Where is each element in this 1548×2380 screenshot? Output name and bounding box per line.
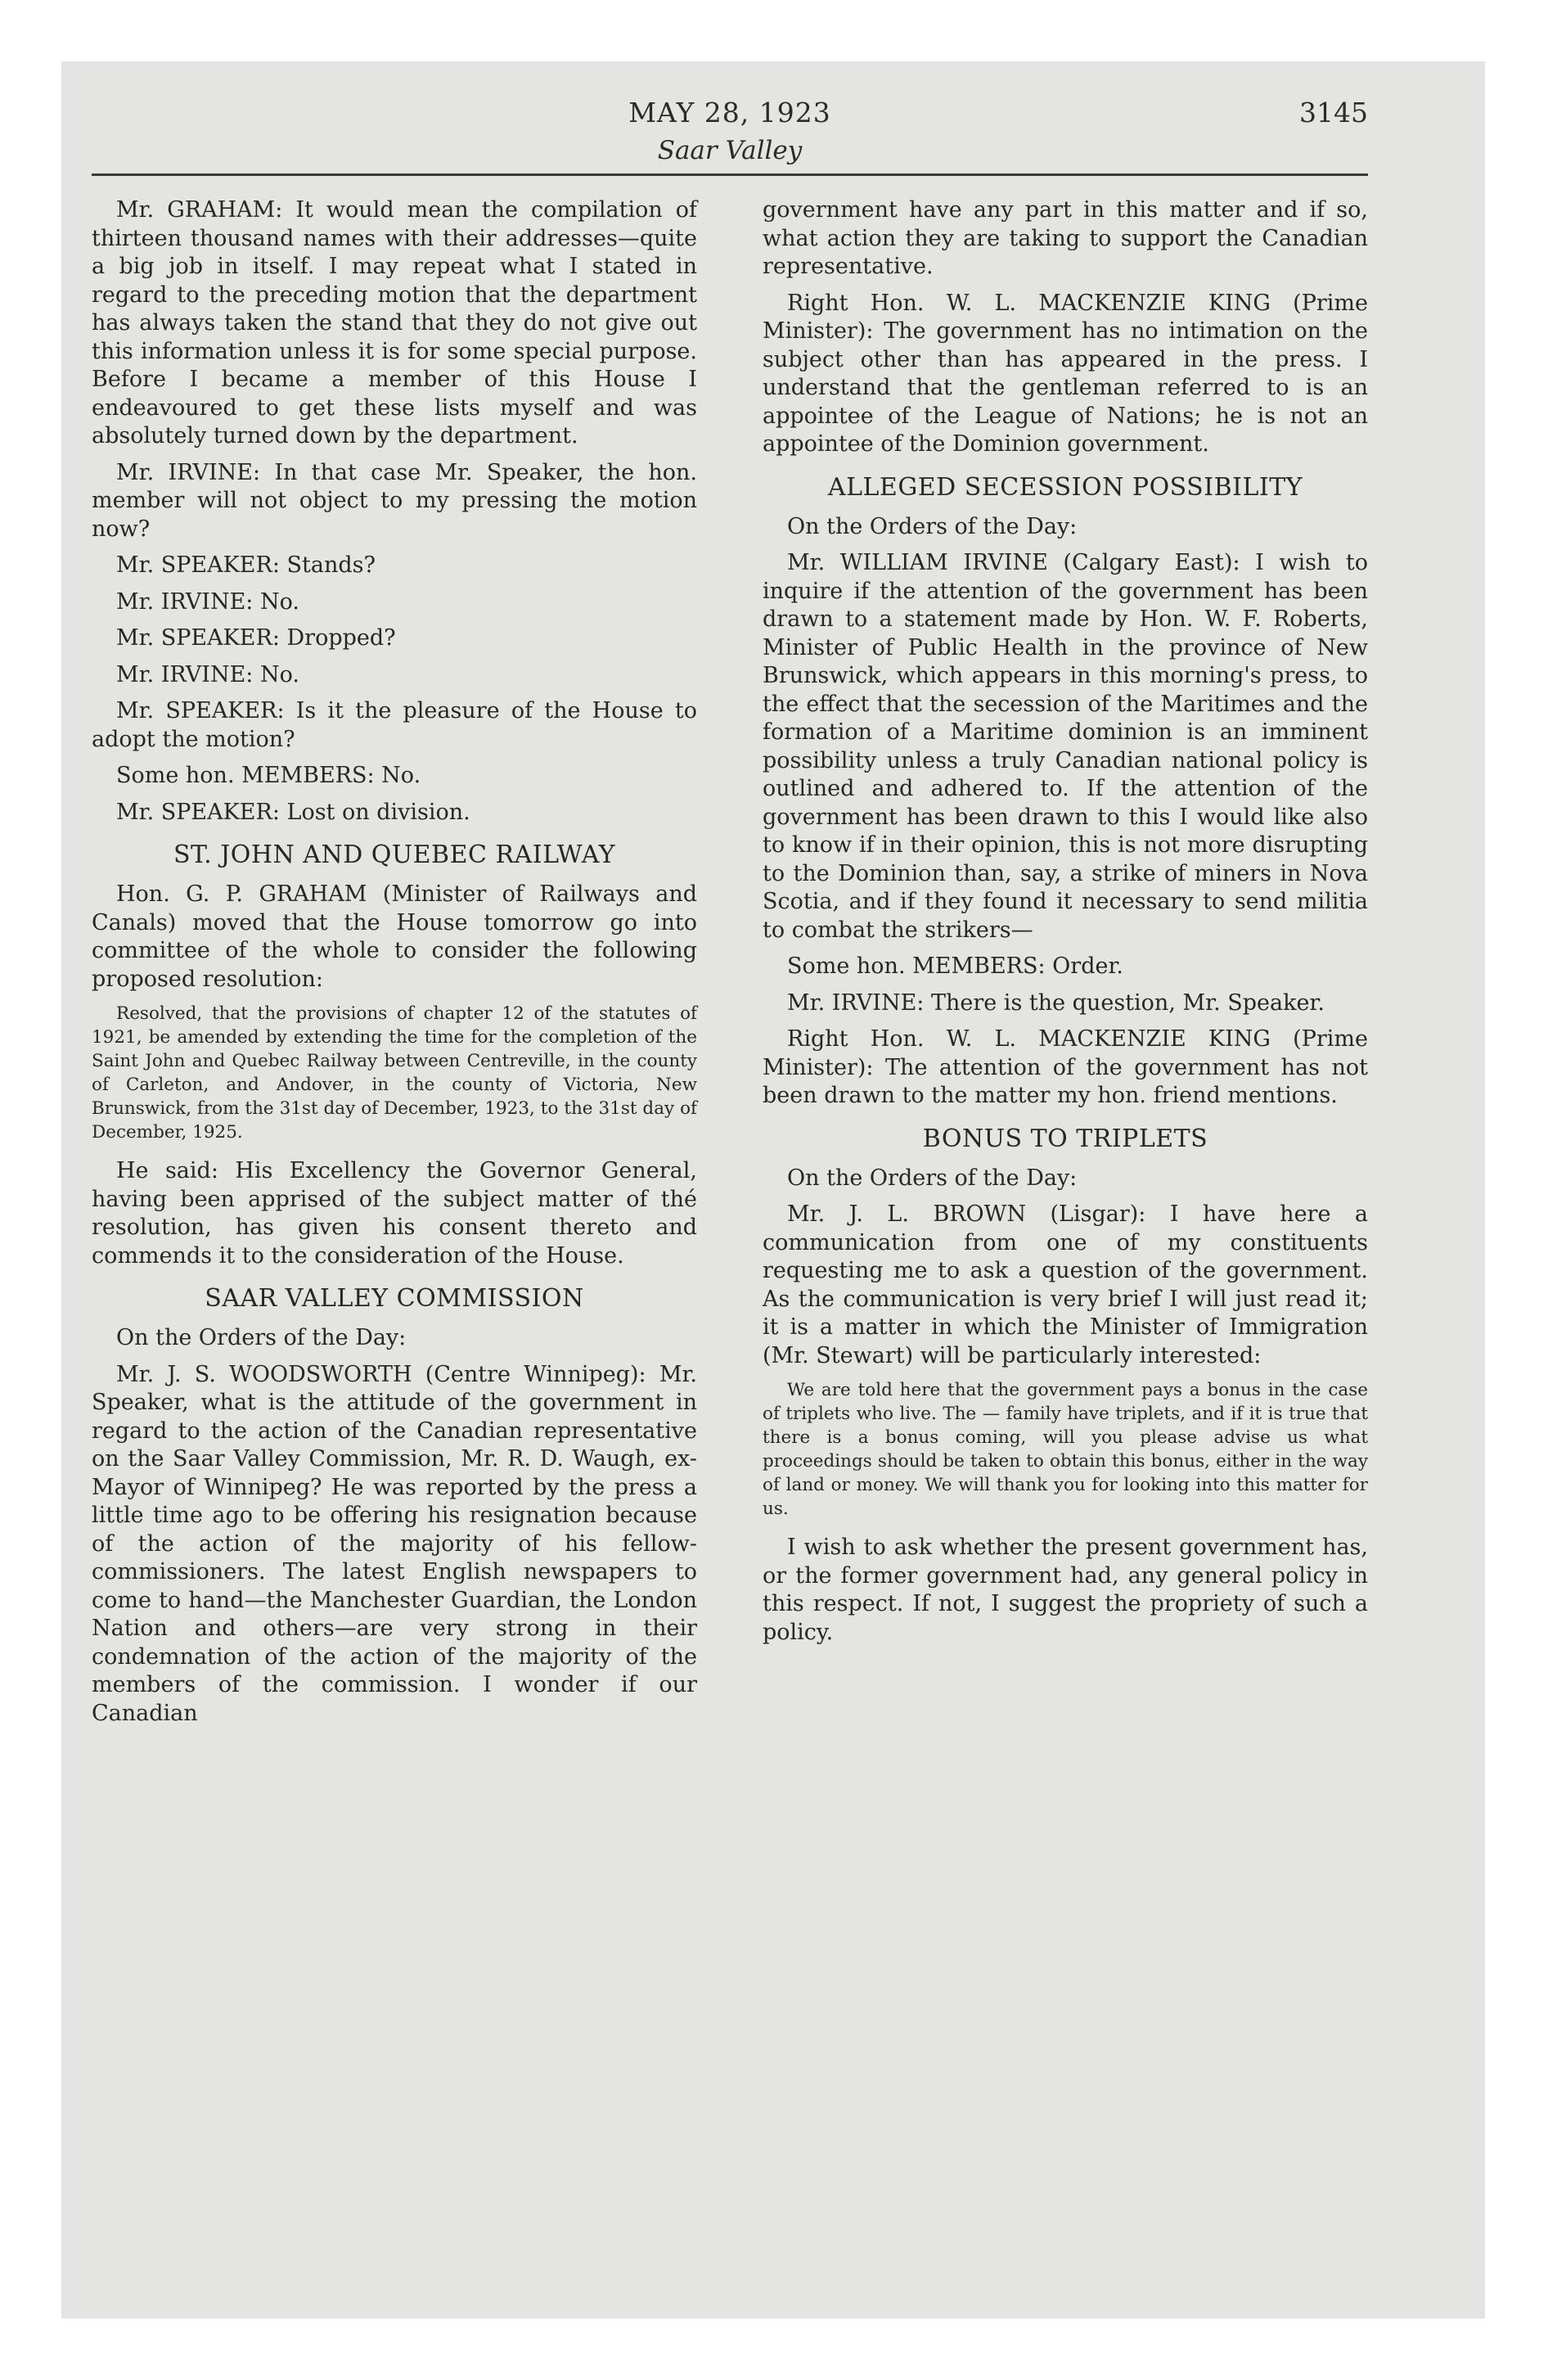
left-column (92, 196, 697, 1736)
paragraph: Mr. IRVINE: In that case Mr. Speaker, the hon. member will not object to my pressing the motion now? (92, 459, 697, 542)
paragraph: Mr. IRVINE: No. (116, 661, 299, 687)
paragraph: government have any part in this matter and if so, what action they are taking to support the Canadian representative. (763, 197, 1368, 279)
paragraph: On the Orders of the Day: (787, 1165, 1078, 1191)
paragraph: He said: His Excellency the Governor General, having been apprised of the subject matter of thé resolution, has given his consent thereto and commends it to the consideration of the House. (92, 1158, 697, 1269)
paragraph: Mr. J. L. BROWN (Lisgar): I have here a communication from one of my constituents requesting me to ask a question of the government. As the communication is very brief I will just read it; it is a matter in which the Minister of Immigration (Mr. Stewart) will be particularly interested: (763, 1201, 1368, 1368)
right-column (763, 196, 1368, 1655)
paragraph: Right Hon. W. L. MACKENZIE KING (Prime Minister): The attention of the government has not been drawn to the matter my hon. friend mentions. (763, 1026, 1368, 1108)
paragraph: Mr. WILLIAM IRVINE (Calgary East): I wish to inquire if the attention of the government has been drawn to a statement made by Hon. W. F. Roberts, Minister of Public Health in the province of New Brunswick, which appears in this morning's press, to the effect that the secession of the Maritimes and the formation of a Maritime dominion is an imminent possibility unless a truly Canadian national policy is outlined and adhered to. If the attention of the government has been drawn to this I would like also to know if in their opinion, this is not more disrupting to the Dominion than, say, a strike of miners in Nova Scotia, and if they found it necessary to send militia to combat the strikers— (763, 550, 1368, 943)
section-heading-saar: SAAR VALLEY COMMISSION (205, 1284, 584, 1313)
paragraph: Mr. GRAHAM: It would mean the compilation of thirteen thousand names with their addresses—quite a big job in itself. I may repeat what I stated in regard to the preceding motion that the department has always taken the stand that they do not give out this information unless it is for some special purpose. Before I became a member of this House I endeavoured to get these lists myself and was absolutely turned down by the department. (92, 197, 697, 449)
paragraph: Mr. SPEAKER: Lost on division. (116, 799, 470, 825)
letter-text: We are told here that the government pays a bonus in the case of triplets who live. The — family have triplets, and if it is true that there is a bonus coming, will you please advise us what proceedings should be taken to obtain this bonus, either in the way of land or money. We will thank you for looking into this matter for us. (763, 1380, 1368, 1519)
paragraph: I wish to ask whether the present government has, or the former government had, any general policy in this respect. If not, I suggest the propriety of such a policy. (763, 1535, 1368, 1645)
paragraph: On the Orders of the Day: (116, 1325, 407, 1350)
paragraph: Hon. G. P. GRAHAM (Minister of Railways and Canals) moved that the House tomorrow go into committee of the whole to consider the following proposed resolution: (92, 881, 697, 992)
paragraph: Mr. J. S. WOODSWORTH (Centre Winnipeg): Mr. Speaker, what is the attitude of the government in regard to the action of the Canadian representative on the Saar Valley Commission, Mr. R. D. Waugh, ex-Mayor of Winnipeg? He was reported by the press a little time ago to be offering his resignation because of the action of the majority of his fellow-commissioners. The latest English newspapers to come to hand—the Manchester Guardian, the London Nation and others—are very strong in their condemnation of the action of the majority of the members of the commission. I wonder if our Canadian (92, 1361, 697, 1726)
paragraph: Mr. IRVINE: No. (116, 588, 299, 615)
paragraph: Mr. IRVINE: There is the question, Mr. Speaker. (787, 989, 1325, 1016)
header-section-title: Saar Valley (657, 136, 803, 165)
paragraph: Mr. SPEAKER: Is it the pleasure of the House to adopt the motion? (92, 698, 697, 752)
paragraph: Right Hon. W. L. MACKENZIE KING (Prime Minister): The government has no intimation on the subject other than has appeared in the press. I understand that the gentleman referred to is an appointee of the League of Nations; he is not an appointee of the Dominion government. (763, 290, 1368, 457)
header-date: MAY 28, 1923 (628, 97, 831, 128)
section-heading-secession: ALLEGED SECESSION POSSIBILITY (827, 472, 1303, 502)
header-rule (92, 174, 1368, 176)
page-header (92, 97, 1368, 178)
section-heading-triplets: BONUS TO TRIPLETS (922, 1124, 1208, 1153)
resolution-text: Resolved, that the provisions of chapter 12 of the statutes of 1921, be amended by extending the time for the completion of the Saint John and Quebec Railway between Centreville, in the county of Carleton, and Andover, in the county of Victoria, New Brunswick, from the 31st day of December, 1923, to the 31st day of December, 1925. (92, 1003, 697, 1143)
section-heading-railway: ST. JOHN AND QUEBEC RAILWAY (173, 841, 616, 869)
paragraph: Some hon. MEMBERS: Order. (787, 953, 1123, 979)
paragraph: Some hon. MEMBERS: No. (116, 763, 421, 788)
paragraph: Mr. SPEAKER: Dropped? (116, 625, 396, 651)
paragraph: On the Orders of the Day: (787, 513, 1078, 539)
paragraph: Mr. SPEAKER: Stands? (116, 552, 376, 578)
header-page-number: 3145 (1299, 97, 1368, 128)
